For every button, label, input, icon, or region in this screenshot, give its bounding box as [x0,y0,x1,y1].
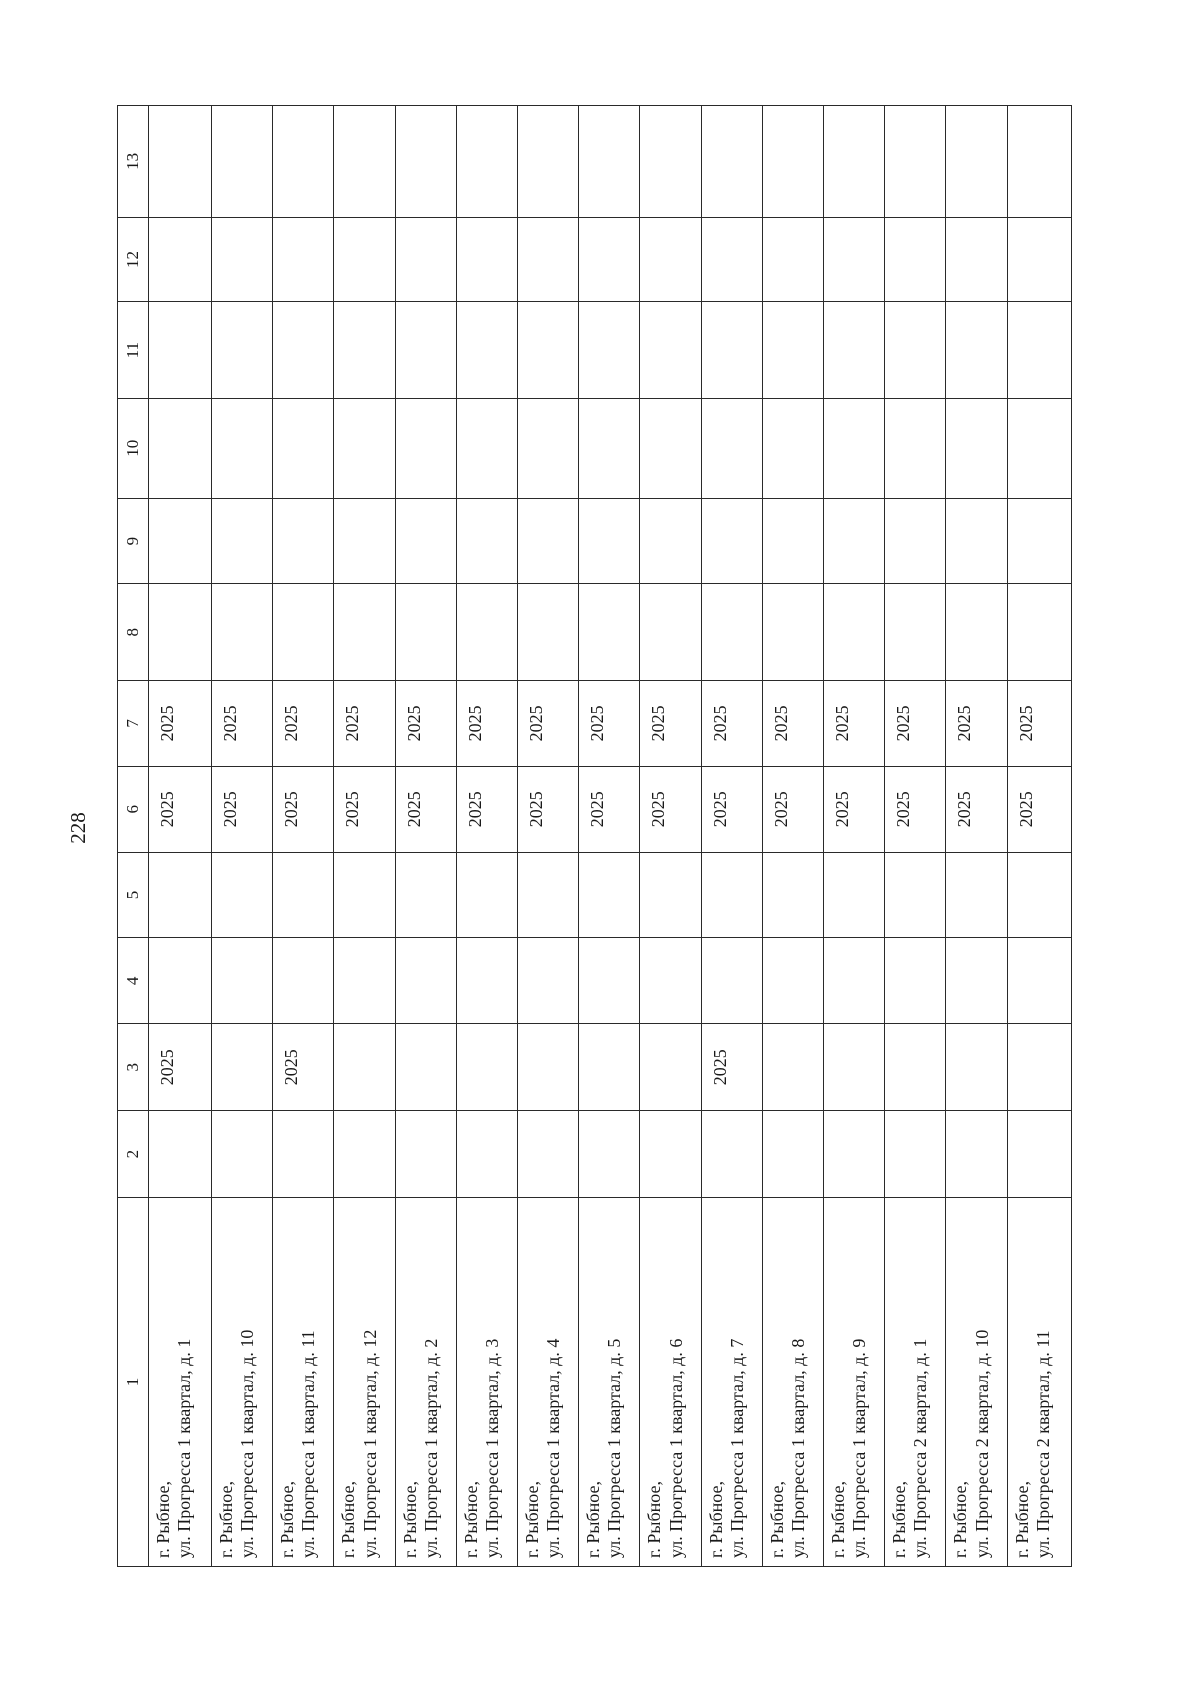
cell-col-2 [211,1111,272,1198]
cell-col-11 [1007,302,1071,399]
cell-col-6: 2025 [762,766,823,852]
cell-col-8 [885,584,946,681]
cell-col-2 [885,1111,946,1198]
address-street: ул. Прогресса 1 квартал, д. 3 [481,1338,502,1558]
cell-col-8 [334,584,395,681]
cell-col-6: 2025 [823,766,884,852]
table-row [334,106,395,1567]
table-row [211,106,272,1567]
address-city: г. Рыбное, [827,1481,848,1558]
cell-col-6: 2025 [517,766,578,852]
cell-col-13 [395,106,456,218]
cell-col-5 [1007,852,1071,938]
cell-col-9 [762,498,823,584]
address-cell [823,1198,884,1567]
cell-col-13 [823,106,884,218]
cell-col-4 [1007,938,1071,1024]
cell-col-4 [762,938,823,1024]
cell-col-11 [456,302,517,399]
cell-col-4 [273,938,334,1024]
address-city: г. Рыбное, [1011,1481,1032,1558]
rotated-table-frame [117,105,1072,1567]
address-city: г. Рыбное, [215,1481,236,1558]
cell-col-4 [148,938,211,1024]
table-row [1007,106,1071,1567]
cell-col-5 [640,852,701,938]
cell-col-9 [273,498,334,584]
cell-col-11 [701,302,762,399]
cell-col-3 [885,1024,946,1111]
cell-col-10 [517,398,578,498]
address-city: г. Рыбное, [889,1481,910,1558]
cell-col-11 [823,302,884,399]
cell-col-6: 2025 [148,766,211,852]
cell-col-2 [701,1111,762,1198]
column-header-7: 7 [118,681,149,767]
cell-col-10 [946,398,1007,498]
cell-col-5 [946,852,1007,938]
cell-col-7: 2025 [885,681,946,767]
cell-col-9 [946,498,1007,584]
cell-col-4 [517,938,578,1024]
cell-col-7: 2025 [823,681,884,767]
cell-col-12 [334,217,395,302]
cell-col-13 [885,106,946,218]
table-row [640,106,701,1567]
table-row [517,106,578,1567]
column-header-3: 3 [118,1024,149,1111]
cell-col-6: 2025 [395,766,456,852]
cell-col-10 [640,398,701,498]
cell-col-10 [148,398,211,498]
cell-col-12 [273,217,334,302]
address-city: г. Рыбное, [644,1481,665,1558]
cell-col-12 [456,217,517,302]
table-row [579,106,640,1567]
cell-col-9 [395,498,456,584]
cell-col-5 [148,852,211,938]
cell-col-2 [640,1111,701,1198]
cell-col-8 [640,584,701,681]
cell-col-11 [395,302,456,399]
cell-col-8 [762,584,823,681]
address-cell [640,1198,701,1567]
cell-col-8 [211,584,272,681]
address-street: ул. Прогресса 1 квартал, д. 4 [543,1338,564,1558]
cell-col-3: 2025 [273,1024,334,1111]
address-cell [885,1198,946,1567]
cell-col-13 [946,106,1007,218]
cell-col-9 [579,498,640,584]
cell-col-11 [885,302,946,399]
address-street: ул. Прогресса 2 квартал, д. 10 [971,1329,992,1558]
cell-col-12 [823,217,884,302]
cell-col-13 [640,106,701,218]
cell-col-11 [946,302,1007,399]
cell-col-10 [701,398,762,498]
cell-col-9 [148,498,211,584]
cell-col-13 [762,106,823,218]
cell-col-5 [334,852,395,938]
cell-col-9 [640,498,701,584]
cell-col-7: 2025 [640,681,701,767]
cell-col-4 [334,938,395,1024]
cell-col-12 [148,217,211,302]
cell-col-3 [640,1024,701,1111]
cell-col-13 [517,106,578,218]
cell-col-8 [1007,584,1071,681]
address-street: ул. Прогресса 1 квартал, д. 10 [237,1329,258,1558]
table-row [946,106,1007,1567]
cell-col-12 [640,217,701,302]
cell-col-6: 2025 [211,766,272,852]
cell-col-10 [579,398,640,498]
cell-col-11 [334,302,395,399]
cell-col-12 [395,217,456,302]
cell-col-6: 2025 [946,766,1007,852]
column-header-6: 6 [118,766,149,852]
cell-col-2 [762,1111,823,1198]
cell-col-13 [148,106,211,218]
cell-col-6: 2025 [640,766,701,852]
cell-col-7: 2025 [395,681,456,767]
cell-col-9 [701,498,762,584]
cell-col-2 [456,1111,517,1198]
cell-col-8 [579,584,640,681]
cell-col-7: 2025 [517,681,578,767]
column-header-10: 10 [118,398,149,498]
cell-col-2 [273,1111,334,1198]
cell-col-7: 2025 [334,681,395,767]
cell-col-5 [701,852,762,938]
cell-col-8 [517,584,578,681]
cell-col-10 [273,398,334,498]
cell-col-10 [823,398,884,498]
cell-col-9 [456,498,517,584]
cell-col-9 [1007,498,1071,584]
cell-col-5 [517,852,578,938]
cell-col-13 [334,106,395,218]
cell-col-6: 2025 [334,766,395,852]
address-street: ул. Прогресса 2 квартал, д. 11 [1032,1330,1053,1558]
cell-col-9 [211,498,272,584]
cell-col-6: 2025 [579,766,640,852]
cell-col-2 [579,1111,640,1198]
cell-col-10 [211,398,272,498]
cell-col-8 [456,584,517,681]
cell-col-8 [273,584,334,681]
cell-col-5 [456,852,517,938]
cell-col-12 [701,217,762,302]
cell-col-7: 2025 [701,681,762,767]
address-city: г. Рыбное, [766,1481,787,1558]
cell-col-3 [762,1024,823,1111]
address-city: г. Рыбное, [277,1481,298,1558]
address-street: ул. Прогресса 1 квартал, д. 7 [726,1338,747,1558]
cell-col-4 [701,938,762,1024]
cell-col-7: 2025 [456,681,517,767]
cell-col-12 [211,217,272,302]
address-cell [273,1198,334,1567]
address-street: ул. Прогресса 1 квартал, д. 1 [173,1338,194,1558]
address-city: г. Рыбное, [950,1481,971,1558]
table-row [762,106,823,1567]
cell-col-3 [517,1024,578,1111]
cell-col-8 [701,584,762,681]
cell-col-10 [395,398,456,498]
cell-col-4 [579,938,640,1024]
cell-col-13 [456,106,517,218]
cell-col-4 [211,938,272,1024]
cell-col-8 [395,584,456,681]
cell-col-3 [946,1024,1007,1111]
data-table [117,105,1072,1567]
address-cell [148,1198,211,1567]
address-street: ул. Прогресса 1 квартал, д. 12 [359,1329,380,1558]
cell-col-7: 2025 [946,681,1007,767]
cell-col-11 [579,302,640,399]
cell-col-10 [1007,398,1071,498]
cell-col-10 [885,398,946,498]
column-header-8: 8 [118,584,149,681]
cell-col-5 [211,852,272,938]
cell-col-3 [334,1024,395,1111]
cell-col-2 [334,1111,395,1198]
cell-col-12 [946,217,1007,302]
address-cell [395,1198,456,1567]
address-cell [579,1198,640,1567]
cell-col-7: 2025 [579,681,640,767]
cell-col-13 [701,106,762,218]
cell-col-2 [148,1111,211,1198]
cell-col-3 [211,1024,272,1111]
cell-col-13 [1007,106,1071,218]
address-city: г. Рыбное, [705,1481,726,1558]
address-cell [211,1198,272,1567]
cell-col-12 [579,217,640,302]
cell-col-12 [517,217,578,302]
address-street: ул. Прогресса 2 квартал, д. 1 [910,1338,931,1558]
table-row [701,106,762,1567]
cell-col-5 [823,852,884,938]
cell-col-3 [456,1024,517,1111]
cell-col-7: 2025 [211,681,272,767]
cell-col-5 [762,852,823,938]
cell-col-12 [762,217,823,302]
cell-col-2 [1007,1111,1071,1198]
cell-col-9 [823,498,884,584]
table-row [456,106,517,1567]
cell-col-6: 2025 [273,766,334,852]
cell-col-5 [395,852,456,938]
cell-col-4 [456,938,517,1024]
cell-col-3: 2025 [148,1024,211,1111]
address-street: ул. Прогресса 1 квартал, д. 6 [665,1338,686,1558]
address-cell [1007,1198,1071,1567]
cell-col-4 [395,938,456,1024]
address-city: г. Рыбное, [399,1481,420,1558]
cell-col-2 [517,1111,578,1198]
cell-col-11 [640,302,701,399]
cell-col-3 [823,1024,884,1111]
cell-col-12 [885,217,946,302]
cell-col-8 [823,584,884,681]
column-header-11: 11 [118,302,149,399]
cell-col-11 [517,302,578,399]
cell-col-4 [640,938,701,1024]
cell-col-10 [762,398,823,498]
cell-col-7: 2025 [1007,681,1071,767]
cell-col-7: 2025 [762,681,823,767]
page-number: 228 [66,812,90,844]
column-header-5: 5 [118,852,149,938]
cell-col-8 [946,584,1007,681]
table-row [273,106,334,1567]
address-street: ул. Прогресса 1 квартал, д. 8 [787,1338,808,1558]
cell-col-6: 2025 [1007,766,1071,852]
cell-col-2 [823,1111,884,1198]
cell-col-3 [579,1024,640,1111]
cell-col-8 [148,584,211,681]
address-city: г. Рыбное, [521,1481,542,1558]
cell-col-3 [395,1024,456,1111]
cell-col-13 [579,106,640,218]
cell-col-5 [579,852,640,938]
cell-col-4 [885,938,946,1024]
address-city: г. Рыбное, [152,1481,173,1558]
address-cell [456,1198,517,1567]
address-street: ул. Прогресса 1 квартал, д. 2 [420,1338,441,1558]
cell-col-4 [823,938,884,1024]
cell-col-6: 2025 [885,766,946,852]
column-header-13: 13 [118,106,149,218]
address-cell [334,1198,395,1567]
cell-col-11 [211,302,272,399]
cell-col-13 [273,106,334,218]
address-cell [946,1198,1007,1567]
cell-col-7: 2025 [273,681,334,767]
cell-col-7: 2025 [148,681,211,767]
table-header-row [118,106,149,1567]
cell-col-11 [148,302,211,399]
column-header-2: 2 [118,1111,149,1198]
cell-col-12 [1007,217,1071,302]
cell-col-10 [334,398,395,498]
address-city: г. Рыбное, [338,1481,359,1558]
cell-col-9 [334,498,395,584]
cell-col-6: 2025 [456,766,517,852]
table-row [395,106,456,1567]
column-header-9: 9 [118,498,149,584]
cell-col-13 [211,106,272,218]
cell-col-10 [456,398,517,498]
address-city: г. Рыбное, [460,1481,481,1558]
address-cell [701,1198,762,1567]
cell-col-11 [273,302,334,399]
column-header-1: 1 [118,1198,149,1567]
cell-col-6: 2025 [701,766,762,852]
cell-col-2 [946,1111,1007,1198]
cell-col-9 [885,498,946,584]
table-row [148,106,211,1567]
cell-col-5 [273,852,334,938]
column-header-12: 12 [118,217,149,302]
cell-col-3: 2025 [701,1024,762,1111]
cell-col-5 [885,852,946,938]
cell-col-3 [1007,1024,1071,1111]
cell-col-4 [946,938,1007,1024]
table-row [823,106,884,1567]
column-header-4: 4 [118,938,149,1024]
address-city: г. Рыбное, [583,1481,604,1558]
cell-col-2 [395,1111,456,1198]
address-cell [517,1198,578,1567]
cell-col-11 [762,302,823,399]
address-street: ул. Прогресса 1 квартал, д. 5 [604,1338,625,1558]
address-street: ул. Прогресса 1 квартал, д. 9 [849,1338,870,1558]
address-street: ул. Прогресса 1 квартал, д. 11 [298,1330,319,1558]
address-cell [762,1198,823,1567]
cell-col-9 [517,498,578,584]
table-row [885,106,946,1567]
